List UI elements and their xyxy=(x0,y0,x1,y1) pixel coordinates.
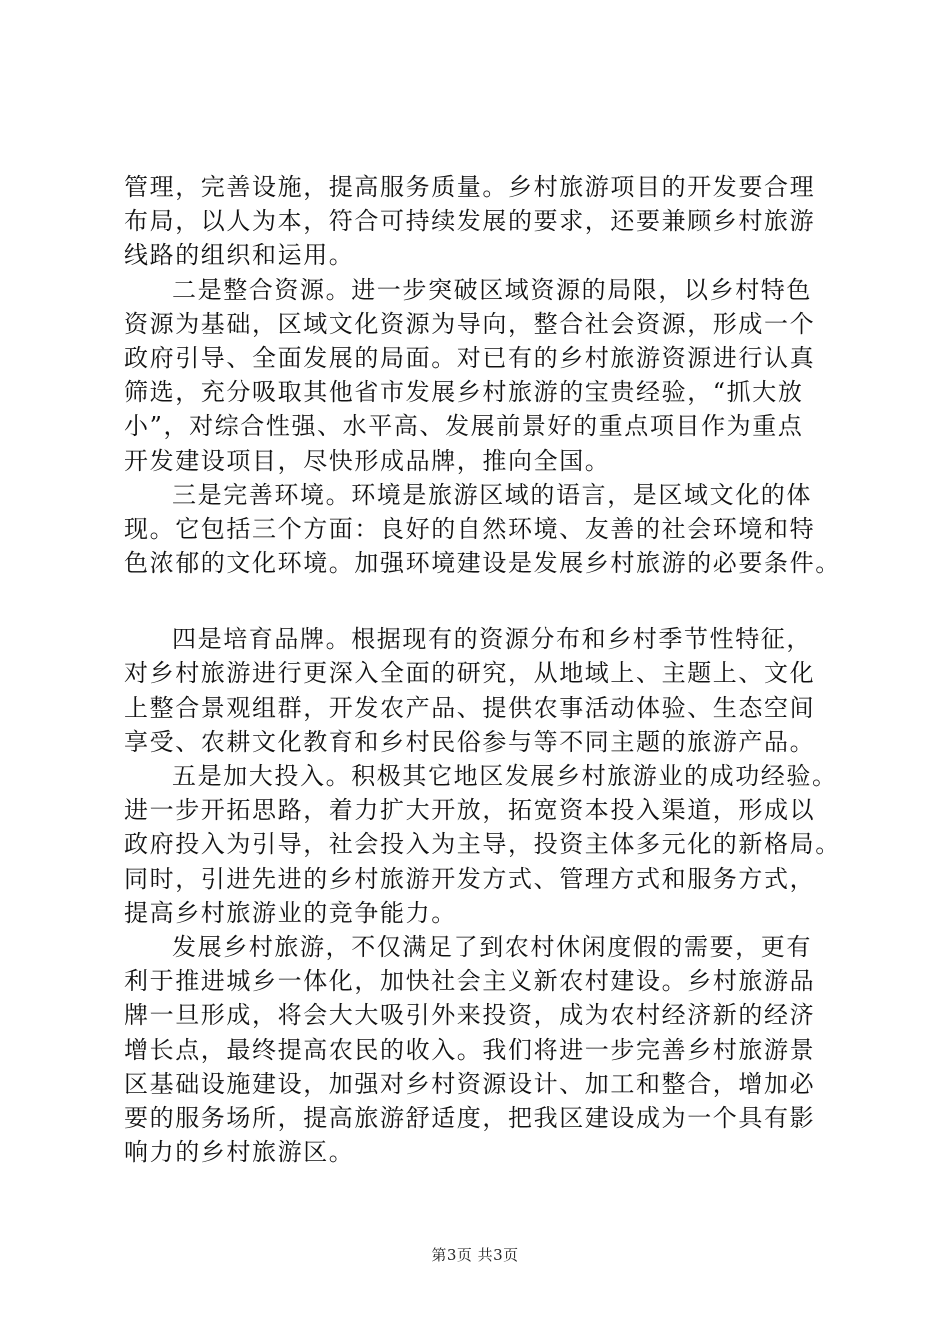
text-line: 提高乡村旅游业的竞争能力。 xyxy=(124,898,457,927)
text-line: 线路的组织和运用。 xyxy=(124,241,355,270)
text-line: 同时，引进先进的乡村旅游开发方式、管理方式和服务方式， xyxy=(124,864,816,893)
page-number-footer: 第3页 共3页 xyxy=(431,1246,519,1264)
paragraph-start-line: 四是培育品牌。根据现有的资源分布和乡村季节性特征， xyxy=(172,625,812,654)
text-line: 牌一旦形成，将会大大吸引外来投资，成为农村经济新的经济 xyxy=(124,1001,816,1030)
text-line: 享受、农耕文化教育和乡村民俗参与等不同主题的旅游产品。 xyxy=(124,727,816,756)
text-line: 区基础设施建设，加强对乡村资源设计、加工和整合，增加必 xyxy=(124,1069,816,1098)
text-line: 响力的乡村旅游区。 xyxy=(124,1138,355,1167)
text-line: 现。它包括三个方面：良好的自然环境、友善的社会环境和特 xyxy=(124,514,816,543)
text-line: 进一步开拓思路，着力扩大开放，拓宽资本投入渠道，形成以 xyxy=(124,796,816,825)
text-line: 上整合景观组群，开发农产品、提供农事活动体验、生态空间 xyxy=(124,693,816,722)
text-line: 色浓郁的文化环境。加强环境建设是发展乡村旅游的必要条件。 xyxy=(124,549,841,578)
text-line: 布局，以人为本，符合可持续发展的要求，还要兼顾乡村旅游 xyxy=(124,207,816,236)
text-line: 对乡村旅游进行更深入全面的研究，从地域上、主题上、文化 xyxy=(124,659,816,688)
text-line: 筛选，充分吸取其他省市发展乡村旅游的宝贵经验，“抓大放 xyxy=(124,378,804,407)
text-line: 资源为基础，区域文化资源为导向，整合社会资源，形成一个 xyxy=(124,309,816,338)
paragraph-start-line: 三是完善环境。环境是旅游区域的语言，是区域文化的体 xyxy=(172,480,812,509)
paragraph-start-line: 五是加大投入。积极其它地区发展乡村旅游业的成功经验。 xyxy=(172,762,838,790)
text-line: 要的服务场所，提高旅游舒适度，把我区建设成为一个具有影 xyxy=(124,1103,816,1132)
text-line: 增长点，最终提高农民的收入。我们将进一步完善乡村旅游景 xyxy=(124,1035,816,1064)
paragraph-gap xyxy=(124,580,844,622)
text-line: 小”，对综合性强、水平高、发展前景好的重点项目作为重点 xyxy=(124,412,804,441)
text-line: 政府投入为引导，社会投入为主导，投资主体多元化的新格局。 xyxy=(124,830,841,859)
paragraph-start-line: 发展乡村旅游，不仅满足了到农村休闲度假的需要，更有 xyxy=(172,932,812,961)
paragraph-start-line: 二是整合资源。进一步突破区域资源的局限，以乡村特色 xyxy=(172,275,812,304)
text-line: 政府引导、全面发展的局面。对已有的乡村旅游资源进行认真 xyxy=(124,343,816,372)
text-line: 利于推进城乡一体化，加快社会主义新农村建设。乡村旅游品 xyxy=(124,967,816,996)
document-body xyxy=(124,170,844,1169)
text-line: 管理，完善设施，提高服务质量。乡村旅游项目的开发要合理 xyxy=(124,173,816,201)
text-line: 开发建设项目，尽快形成品牌，推向全国。 xyxy=(124,446,611,475)
